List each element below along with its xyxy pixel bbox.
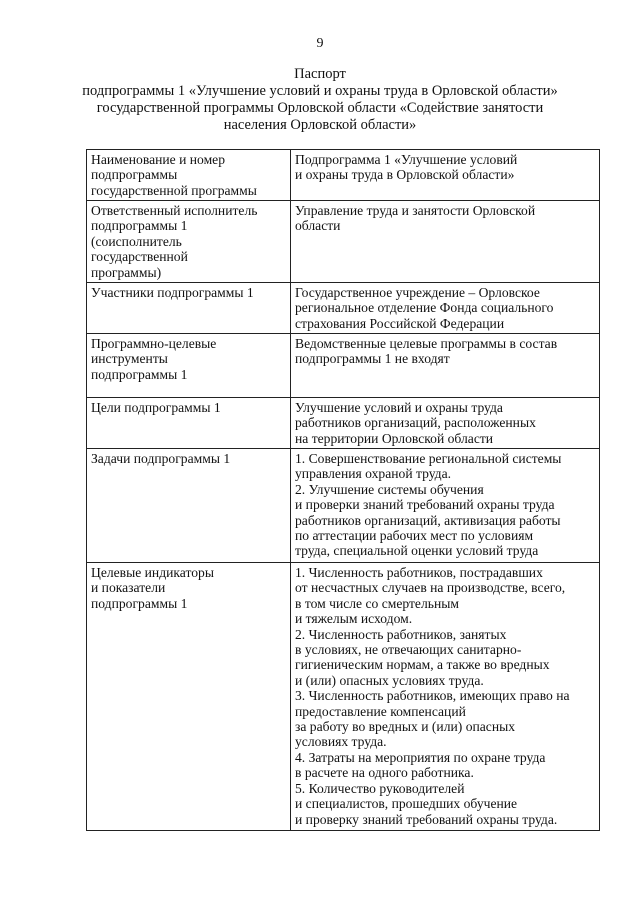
page-number: 9 — [316, 36, 324, 51]
row-value: Государственное учреждение – Орловское региональное отделение Фонда социального страхования Российской Федерации — [291, 283, 600, 334]
table-row — [87, 334, 600, 398]
row-label: Задачи подпрограммы 1 — [87, 449, 291, 563]
row-value: Улучшение условий и охраны труда работников организаций, расположенных на территории Орловской области — [291, 398, 600, 449]
table-row — [87, 201, 600, 283]
table-row — [87, 150, 600, 201]
passport-table — [86, 149, 600, 831]
table-row — [87, 449, 600, 563]
row-value: Управление труда и занятости Орловской области — [291, 201, 600, 283]
table-row — [87, 563, 600, 831]
row-value: Подпрограмма 1 «Улучшение условий и охраны труда в Орловской области» — [291, 150, 600, 201]
heading-subtitle-line-1: подпрограммы 1 «Улучшение условий и охраны труда в Орловской области» — [82, 83, 558, 99]
row-label: Участники подпрограммы 1 — [87, 283, 291, 334]
row-value: 1. Совершенствование региональной системы управления охраной труда. 2. Улучшение системы обучения и проверки знаний требований охраны труда работников организаций, активизация работы по аттестации рабочих мест по условиям труда, специальной оценки условий труда — [291, 449, 600, 563]
table-row — [87, 398, 600, 449]
row-label: Ответственный исполнитель подпрограммы 1 (соисполнитель государственной программы) — [87, 201, 291, 283]
heading-title: Паспорт — [294, 66, 346, 82]
row-value: 1. Численность работников, пострадавших от несчастных случаев на производстве, всего, в том числе со смертельным и тяжелым исходом. 2. Численность работников, занятых в условиях, не отвечающих санитарно- гигиеническим нормам, а также во вредных и (или) опасных условиях труда. 3. Численность работников, имеющих право на предоставление компенсаций за работу во вредных и (или) опасных условиях труда. 4. Затраты на мероприятия по охране труда в расчете на одного работника. 5. Количество руководителей и специалистов, прошедших обучение и проверку знаний требований охраны труда. — [291, 563, 600, 831]
row-label: Целевые индикаторы и показатели подпрограммы 1 — [87, 563, 291, 831]
table-row — [87, 283, 600, 334]
row-label: Цели подпрограммы 1 — [87, 398, 291, 449]
row-value: Ведомственные целевые программы в состав подпрограммы 1 не входят — [291, 334, 600, 398]
heading-subtitle-line-3: населения Орловской области» — [223, 117, 417, 133]
row-label: Наименование и номер подпрограммы государственной программы — [87, 150, 291, 201]
heading-subtitle-line-2: государственной программы Орловской области «Содействие занятости — [96, 100, 544, 116]
document-heading — [60, 66, 580, 134]
row-label: Программно-целевые инструменты подпрограммы 1 — [87, 334, 291, 398]
